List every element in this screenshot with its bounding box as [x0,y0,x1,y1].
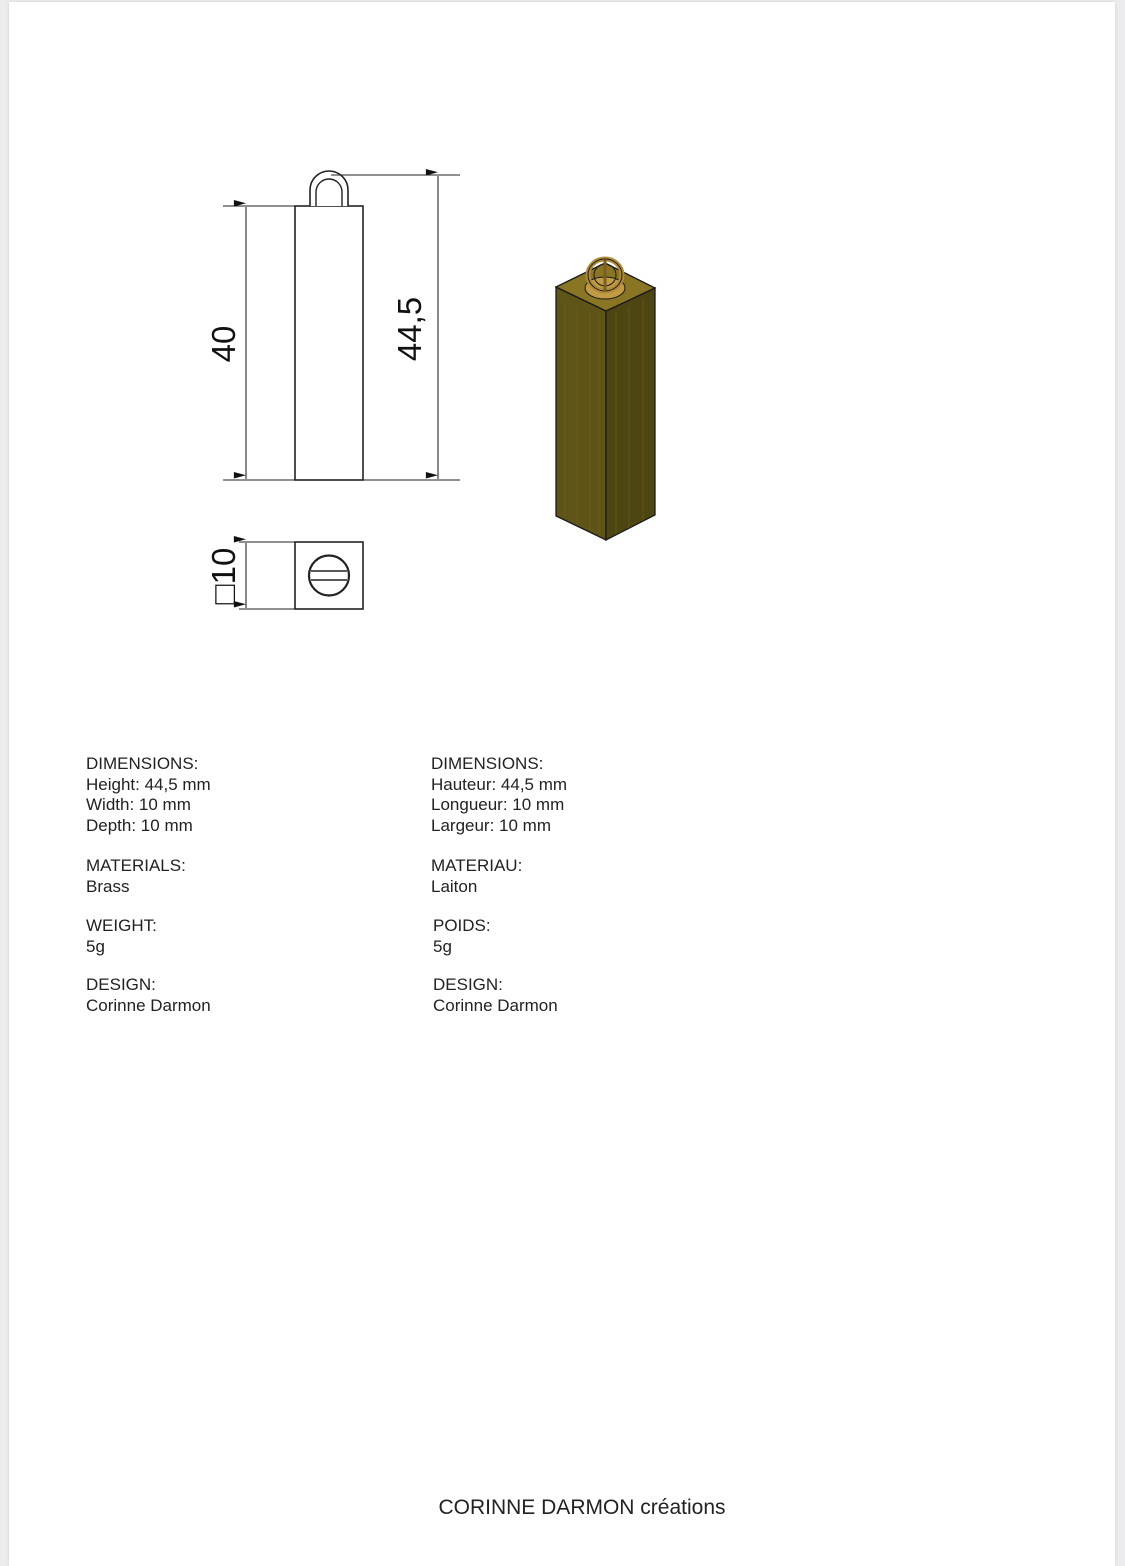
design-label-fr: DESIGN: [433,975,503,994]
hauteur-value: Hauteur: 44,5 mm [431,774,568,794]
top-view-square [295,542,363,609]
longueur-value: Longueur: 10 mm [431,795,565,814]
weight-value: 5g [86,936,105,956]
specs-french [431,754,567,1016]
design-label: DESIGN: [86,975,156,994]
document-page [9,2,1115,1566]
specs-english [86,754,211,1016]
dimension-label-44-5: 44,5 [391,296,428,362]
iso-right-face [606,288,655,540]
poids-value: 5g [433,936,452,956]
dimensions-label: DIMENSIONS: [86,754,199,773]
materiau-label: MATERIAU: [431,856,523,875]
design-value-fr: Corinne Darmon [433,995,558,1015]
dimension-label-40: 40 [205,325,242,363]
height-value: Height: 44,5 mm [86,774,211,794]
poids-label: POIDS: [433,916,491,935]
materials-value: Brass [86,876,130,896]
largeur-value: Largeur: 10 mm [431,815,551,835]
front-view-body [295,206,363,480]
weight-label: WEIGHT: [86,916,157,935]
technical-drawing [9,2,1115,702]
front-view-ring [310,171,348,206]
depth-value: Depth: 10 mm [86,815,193,835]
dimensions-label-fr: DIMENSIONS: [431,754,544,773]
footer-brand: CORINNE DARMON créations [438,1496,726,1519]
dimension-label-square-10: □10 [205,547,242,605]
design-value: Corinne Darmon [86,995,211,1015]
isometric-view [556,259,655,540]
materiau-value: Laiton [431,876,478,896]
width-value: Width: 10 mm [86,795,191,814]
materials-label: MATERIALS: [86,856,186,875]
